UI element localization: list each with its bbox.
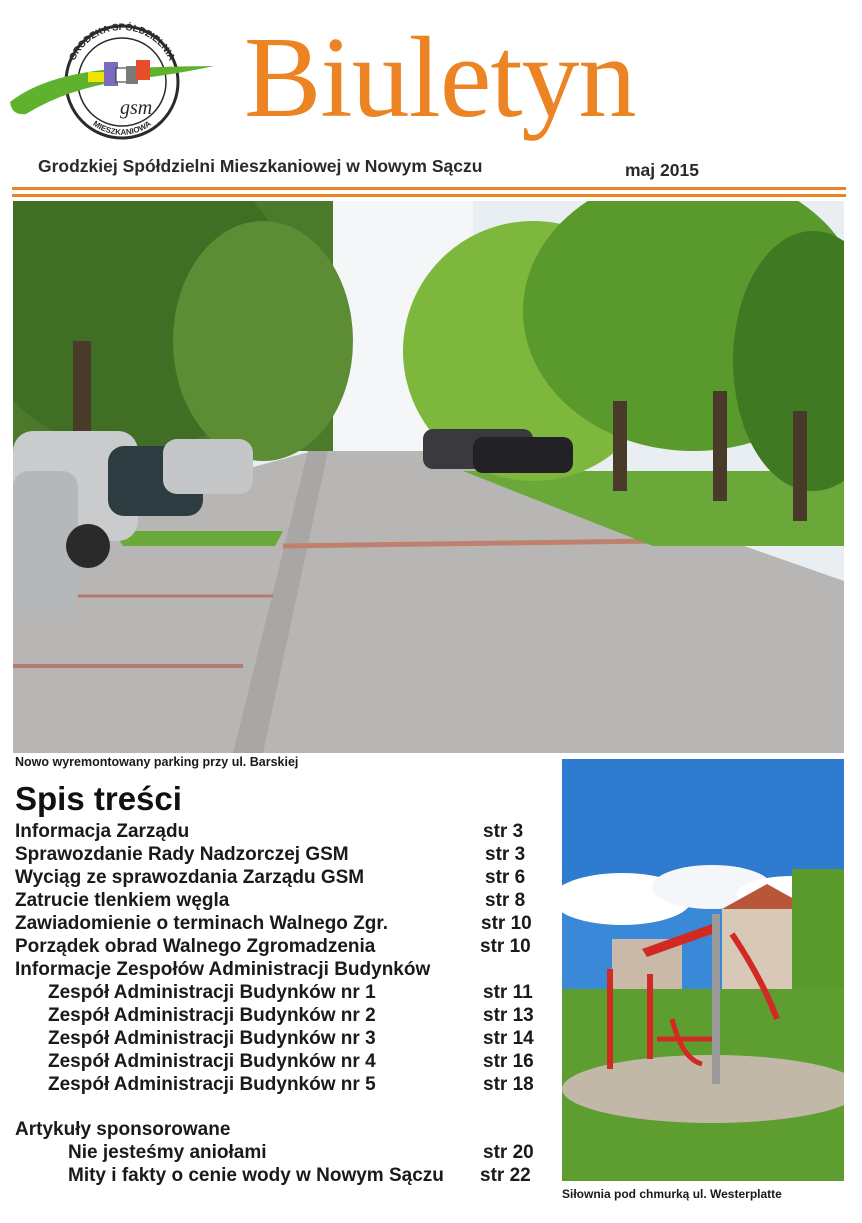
toc-entry-page: str 16 (483, 1051, 534, 1072)
header-rule (12, 194, 846, 197)
toc-row (15, 866, 560, 889)
toc-entry-title: Zespół Administracji Budynków nr 1 (48, 982, 376, 1003)
toc-entry-title: Informacje Zespołów Administracji Budynków (15, 959, 431, 980)
outdoor-gym-photo (562, 759, 844, 1181)
toc-entry-page: str 10 (480, 936, 531, 957)
toc-entry-title: Porządek obrad Walnego Zgromadzenia (15, 936, 376, 957)
toc-row (68, 1164, 560, 1187)
toc-row (15, 843, 560, 866)
logo-ring-top: GRODZKA SPÓŁDZIELNIA (67, 22, 177, 63)
toc-entry-title: Zespół Administracji Budynków nr 2 (48, 1005, 376, 1026)
toc-entry-title: Zatrucie tlenkiem węgla (15, 890, 230, 911)
toc-row (15, 889, 560, 912)
toc-entry-page: str 8 (485, 890, 526, 911)
toc-row (15, 958, 560, 981)
toc-entry-title: Wyciąg ze sprawozdania Zarządu GSM (15, 867, 365, 888)
header-rule (12, 187, 846, 190)
toc-entry-page: str 11 (483, 982, 533, 1003)
logo-ring-bottom: MIESZKANIOWA (91, 119, 153, 137)
toc-row (15, 912, 560, 935)
toc-entry-page: str 6 (485, 867, 526, 888)
toc-entry-title: Mity i fakty o cenie wody w Nowym Sączu (68, 1165, 444, 1186)
toc-entry-page: str 14 (483, 1028, 534, 1049)
issue-date: maj 2015 (625, 160, 699, 180)
toc-entry-title: Sprawozdanie Rady Nadzorczej GSM (15, 844, 349, 865)
gsm-logo (8, 22, 220, 142)
toc-entry-page: str 3 (483, 821, 524, 842)
toc-entry-title: Zespół Administracji Budynków nr 3 (48, 1028, 376, 1049)
publisher-subtitle: Grodzkiej Spółdzielni Mieszkaniowej w Nowym Sączu (38, 156, 483, 176)
toc-entry-page: str 3 (485, 844, 526, 865)
main-photo-caption: Nowo wyremontowany parking przy ul. Barskiej (15, 755, 299, 769)
toc-row (48, 1050, 560, 1073)
toc-entry-page: str 10 (481, 913, 532, 934)
toc-entry-title: Artykuły sponsorowane (15, 1119, 231, 1140)
side-photo-caption: Siłownia pod chmurką ul. Westerplatte (562, 1187, 782, 1201)
toc-row (48, 1027, 560, 1050)
toc-entry-title: Zespół Administracji Budynków nr 4 (48, 1051, 376, 1072)
toc-heading: Spis treści (15, 780, 182, 817)
toc-entry-title: Informacja Zarządu (15, 821, 190, 842)
toc-row (48, 1004, 560, 1027)
toc-row (68, 1141, 560, 1164)
parking-photo (13, 201, 844, 753)
toc-entry-page: str 18 (483, 1074, 534, 1095)
toc-row (15, 1118, 560, 1141)
toc-row (15, 935, 560, 958)
toc-row (48, 1073, 560, 1096)
toc-row (15, 820, 560, 843)
toc-row (48, 981, 560, 1004)
toc-entry-title: Zespół Administracji Budynków nr 5 (48, 1074, 376, 1095)
toc-entry-page: str 13 (483, 1005, 534, 1026)
toc-entry-title: Nie jesteśmy aniołami (68, 1142, 267, 1163)
toc-entry-page: str 20 (483, 1142, 534, 1163)
toc-entry-title: Zawiadomienie o terminach Walnego Zgr. (15, 913, 389, 934)
logo-initials: gsm (120, 97, 153, 119)
newsletter-title: Biuletyn (244, 14, 636, 142)
toc-entry-page: str 22 (480, 1165, 531, 1186)
